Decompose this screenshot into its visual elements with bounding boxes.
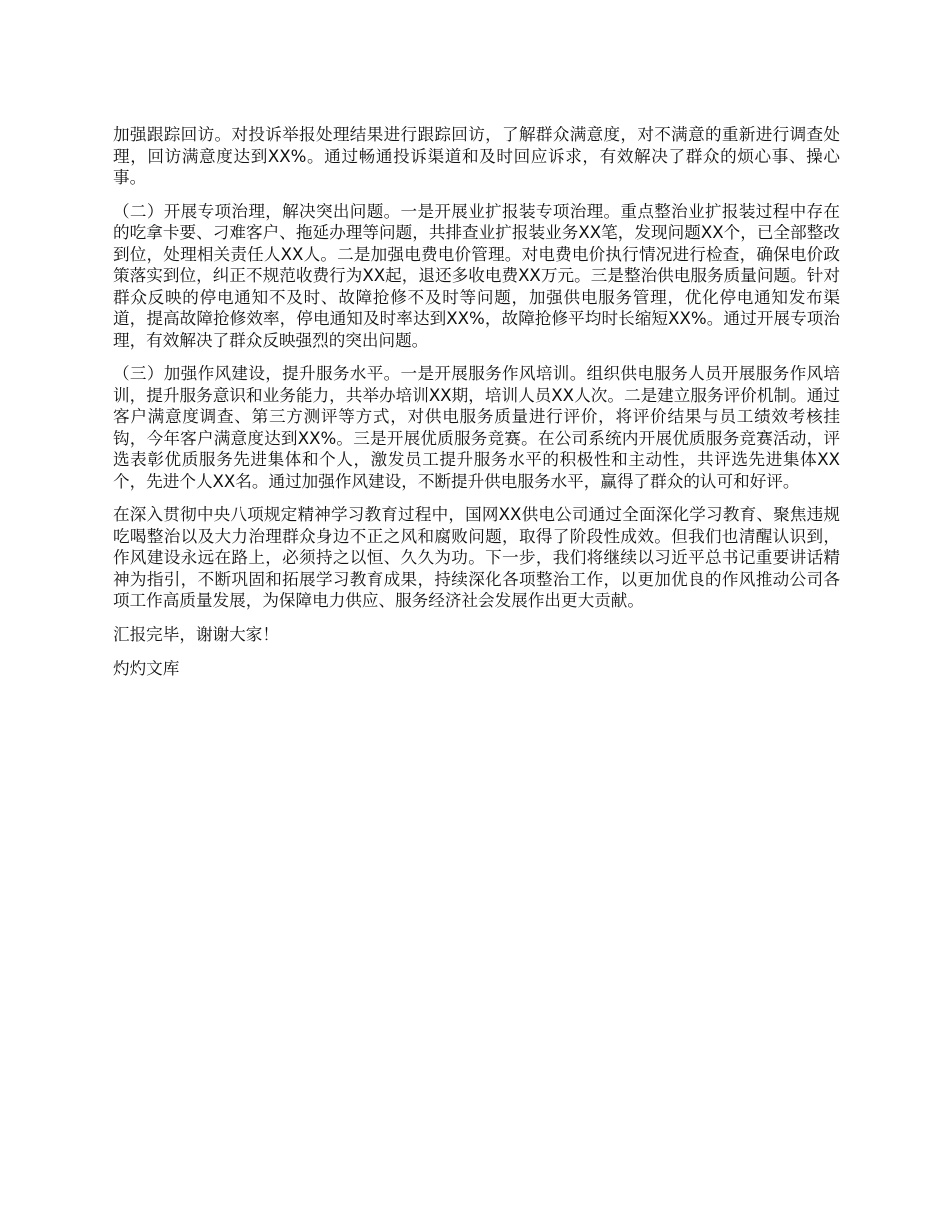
paragraph-work-style-building: （三）加强作风建设，提升服务水平。一是开展服务作风培训。组织供电服务人员开展服务作风培训，提升服务意识和业务能力，共举办培训XX期，培训人员XX人次。二是建立服务评价机制。通过客户满意度调查、第三方测评等方式，对供电服务质量进行评价，将评价结果与员工绩效考核挂钩，今年客户满意度达到XX%。三是开展优质服务竞赛。在公司系统内开展优质服务竞赛活动，评选表彰优质服务先进集体和个人，激发员工提升服务水平的积极性和主动性，共评选先进集体XX个，先进个人XX名。通过加强作风建设，不断提升供电服务水平，赢得了群众的认可和好评。 [113, 364, 840, 491]
paragraph-closing-remark: 汇报完毕，谢谢大家！ [113, 624, 279, 644]
document-body [113, 124, 840, 693]
paragraph-source-label: 灼灼文库 [113, 659, 180, 678]
paragraph-conclusion: 在深入贯彻中央八项规定精神学习教育过程中，国网XX供电公司通过全面深化学习教育、聚焦违规吃喝整治以及大力治理群众身边不正之风和腐败问题，取得了阶段性成效。但我们也清醒认识到，作风建设永远在路上，必须持之以恒、久久为功。下一步，我们将继续以习近平总书记重要讲话精神为指引，不断巩固和拓展学习教育成果，持续深化各项整治工作，以更加优良的作风推动公司各项工作高质量发展，为保障电力供应、服务经济社会发展作出更大贡献。 [113, 505, 840, 610]
paragraph-special-governance: （二）开展专项治理，解决突出问题。一是开展业扩报装专项治理。重点整治业扩报装过程中存在的吃拿卡要、刁难客户、拖延办理等问题，共排查业扩报装业务XX笔，发现问题XX个，已全部整改到位，处理相关责任人XX人。二是加强电费电价管理。对电费电价执行情况进行检查，确保电价政策落实到位，纠正不规范收费行为XX起，退还多收电费XX万元。三是整治供电服务质量问题。针对群众反映的停电通知不及时、故障抢修不及时等问题，加强供电服务管理，优化停电通知发布渠道，提高故障抢修效率，停电通知及时率达到XX%，故障抢修平均时长缩短XX%。通过开展专项治理，有效解决了群众反映强烈的突出问题。 [113, 201, 840, 350]
paragraph-follow-up-visits: 加强跟踪回访。对投诉举报处理结果进行跟踪回访，了解群众满意度，对不满意的重新进行调查处理，回访满意度达到XX%。通过畅通投诉渠道和及时回应诉求，有效解决了群众的烦心事、操心事。 [113, 125, 840, 187]
